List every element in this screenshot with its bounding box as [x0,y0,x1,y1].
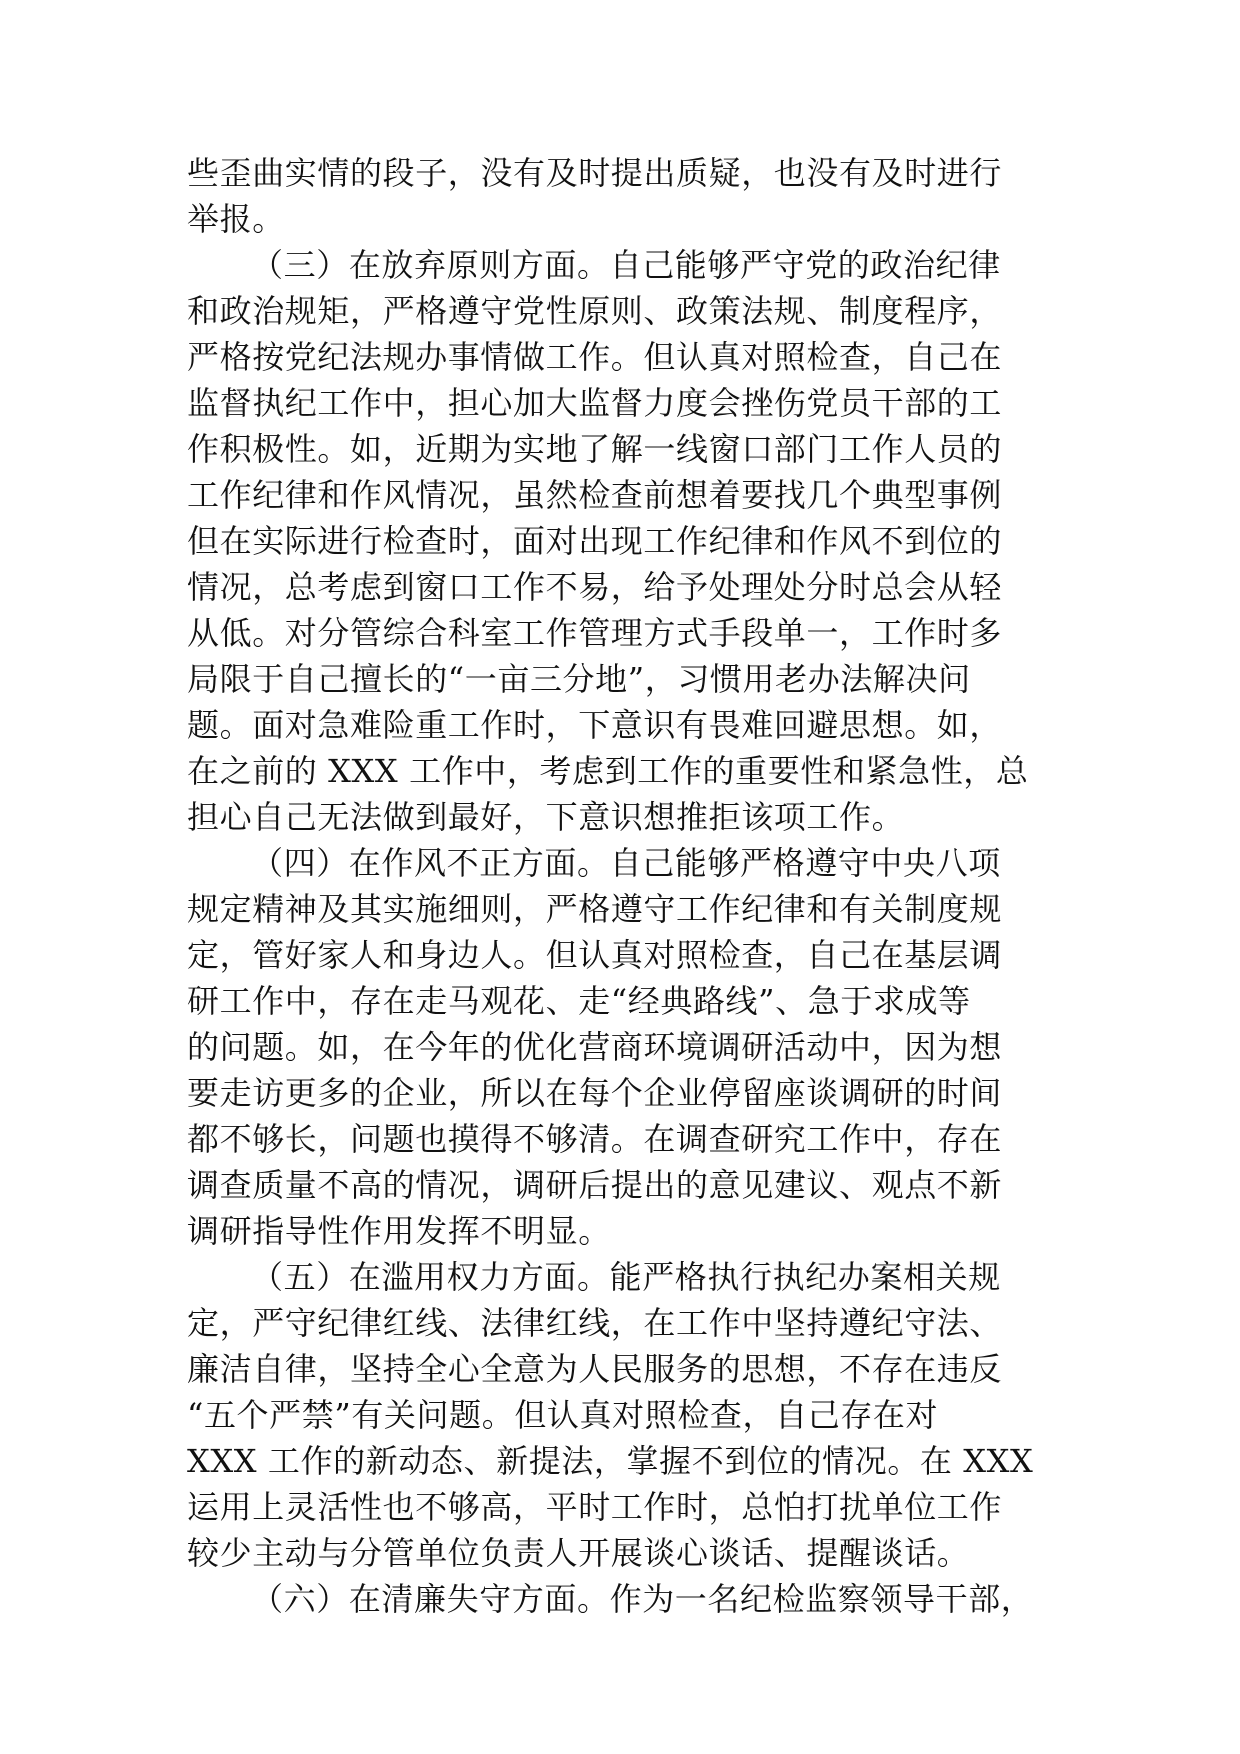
text-line: 要走访更多的企业，所以在每个企业停留座谈调研的时间 [187,1074,1003,1112]
text-line: 局限于自己擅长的“一亩三分地”，习惯用老办法解决问 [187,660,971,698]
text-line: 和政治规矩，严格遵守党性原则、政策法规、制度程序， [187,292,1003,330]
text-line: 在之前的 XXX 工作中，考虑到工作的重要性和紧急性，总 [187,752,1029,790]
text-line: 研工作中，存在走马观花、走“经典路线”、急于求成等 [187,982,971,1020]
text-line: 调查质量不高的情况，调研后提出的意见建议、观点不新 [187,1166,1003,1204]
text-line: 情况，总考虑到窗口工作不易，给予处理处分时总会从轻 [187,568,1003,606]
text-line: 定，严守纪律红线、法律红线，在工作中坚持遵纪守法、 [187,1304,1003,1342]
text-line: 廉洁自律，坚持全心全意为人民服务的思想，不存在违反 [187,1350,1003,1388]
text-line: 运用上灵活性也不够高，平时工作时，总怕打扰单位工作 [187,1488,1003,1526]
text-line: 定，管好家人和身边人。但认真对照检查，自己在基层调 [187,936,1003,974]
section-heading-5: （五）在滥用权力方面。能严格执行执纪办案相关规 [251,1258,1001,1296]
document-body [187,150,1067,1622]
text-line: 监督执纪工作中，担心加大监督力度会挫伤党员干部的工 [187,384,1003,422]
text-line: “五个严禁”有关问题。但认真对照检查，自己存在对 [187,1396,939,1434]
text-line: 担心自己无法做到最好，下意识想推拒该项工作。 [187,798,905,836]
text-line: 举报。 [187,200,285,238]
text-line: 工作纪律和作风情况，虽然检查前想着要找几个典型事例 [187,476,1003,514]
text-line: 严格按党纪法规办事情做工作。但认真对照检查，自己在 [187,338,1003,376]
text-line: 些歪曲实情的段子，没有及时提出质疑，也没有及时进行 [187,154,1003,192]
section-heading-4: （四）在作风不正方面。自己能够严格遵守中央八项 [251,844,1001,882]
text-line: 从低。对分管综合科室工作管理方式手段单一，工作时多 [187,614,1003,652]
text-line: 调研指导性作用发挥不明显。 [187,1212,611,1250]
text-line: 都不够长，问题也摸得不够清。在调查研究工作中，存在 [187,1120,1003,1158]
text-line: 作积极性。如，近期为实地了解一线窗口部门工作人员的 [187,430,1003,468]
text-line: 题。面对急难险重工作时，下意识有畏难回避思想。如， [187,706,1003,744]
text-line: XXX 工作的新动态、新提法，掌握不到位的情况。在 XXX [187,1442,1034,1480]
text-line: 但在实际进行检查时，面对出现工作纪律和作风不到位的 [187,522,1003,560]
section-heading-6: （六）在清廉失守方面。作为一名纪检监察领导干部， [251,1580,1034,1618]
section-heading-3: （三）在放弃原则方面。自己能够严守党的政治纪律 [251,246,1001,284]
text-line: 规定精神及其实施细则，严格遵守工作纪律和有关制度规 [187,890,1003,928]
text-line: 较少主动与分管单位负责人开展谈心谈话、提醒谈话。 [187,1534,970,1572]
text-line: 的问题。如，在今年的优化营商环境调研活动中，因为想 [187,1028,1003,1066]
